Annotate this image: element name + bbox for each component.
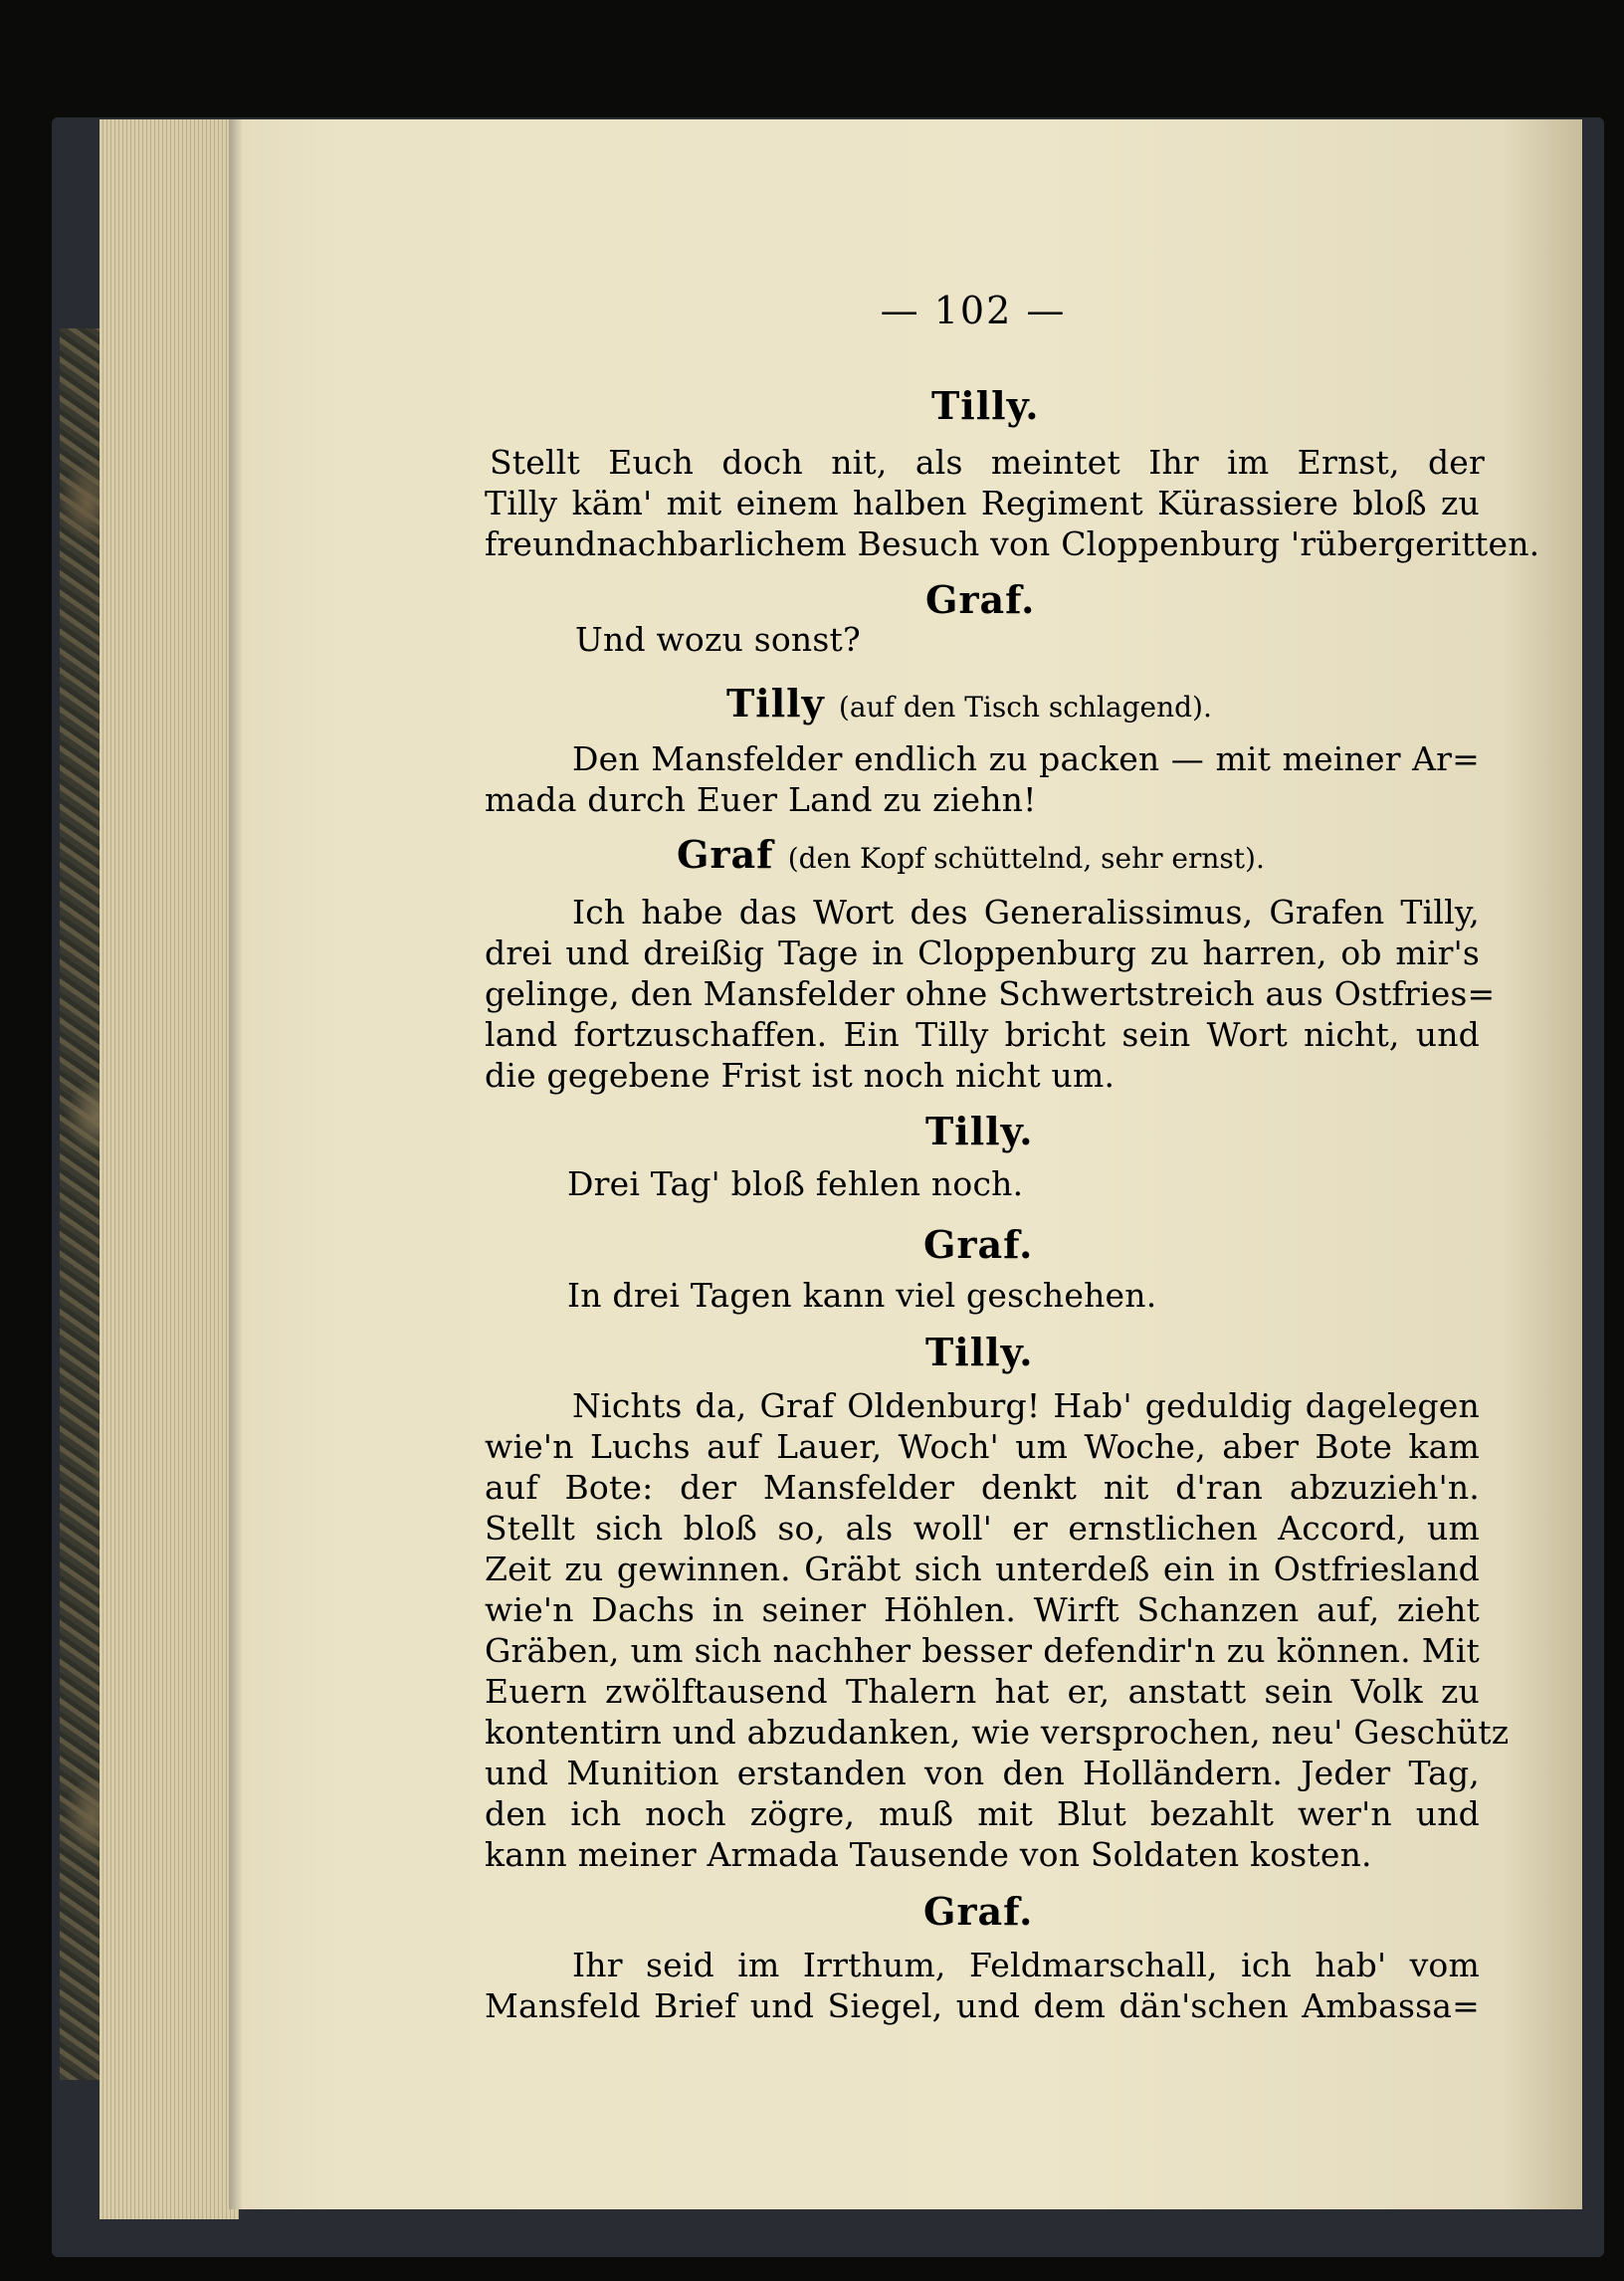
text-line: Gräben, um sich nachher besser defendir'n zu können. Mit: [485, 1631, 1480, 1670]
gutter-shadow: [229, 119, 243, 2209]
stage-direction: (auf den Tisch schlagend).: [838, 691, 1212, 724]
text-line: Ihr seid im Irrthum, Feldmarschall, ich hab' vom: [572, 1946, 1480, 1984]
text-line: Stellt sich bloß so, als woll' er ernstlichen Accord, um: [485, 1509, 1480, 1548]
text-line: auf Bote: der Mansfelder denkt nit d'ran abzuzieh'n.: [485, 1468, 1480, 1507]
speaker-name: Tilly.: [925, 1109, 1034, 1153]
text-line: wie'n Dachs in seiner Höhlen. Wirft Schanzen auf, zieht: [485, 1590, 1480, 1629]
speaker-name: Graf.: [925, 577, 1036, 622]
text-line: gelinge, den Mansfelder ohne Schwertstreich aus Ostfries=: [485, 974, 1496, 1013]
page-number: — 102 —: [880, 289, 1067, 332]
text-line: Und wozu sonst?: [575, 620, 861, 659]
speaker-name: Graf.: [923, 1889, 1034, 1934]
speaker-name: Tilly.: [925, 1330, 1034, 1374]
speaker-name: Tilly: [726, 681, 825, 726]
text-line: drei und dreißig Tage in Cloppenburg zu harren, ob mir's: [485, 933, 1480, 972]
stage-direction: (den Kopf schüttelnd, sehr ernst).: [787, 842, 1265, 875]
text-line: und Munition erstanden von den Holländern. Jeder Tag,: [485, 1754, 1480, 1792]
text-line: land fortzuschaffen. Ein Tilly bricht sein Wort nicht, und: [485, 1015, 1480, 1054]
speaker-with-direction: [726, 681, 1212, 726]
text-line: Nichts da, Graf Oldenburg! Hab' geduldig dagelegen: [572, 1386, 1480, 1425]
text-line: In drei Tagen kann viel geschehen.: [567, 1276, 1157, 1315]
text-line: Mansfeld Brief und Siegel, und dem dän'schen Ambassa=: [485, 1986, 1480, 2025]
text-line: Zeit zu gewinnen. Gräbt sich unterdeß ein in Ostfriesland: [485, 1550, 1480, 1588]
text-line: die gegebene Frist ist noch nicht um.: [485, 1056, 1116, 1095]
text-line: kontentirn und abzudanken, wie versprochen, neu' Geschütz: [485, 1713, 1510, 1752]
text-line: freundnachbarlichem Besuch von Cloppenburg 'rübergeritten.: [485, 524, 1540, 563]
speaker-name: Graf.: [923, 1222, 1034, 1267]
text-line: Stellt Euch doch nit, als meintet Ihr im Ernst, der: [490, 443, 1485, 482]
speaker-name: Tilly.: [931, 383, 1040, 428]
text-line: Den Mansfelder endlich zu packen — mit meiner Ar=: [572, 739, 1480, 778]
text-line: Ich habe das Wort des Generalissimus, Grafen Tilly,: [572, 893, 1480, 932]
page-edges: [100, 119, 239, 2219]
text-line: wie'n Luchs auf Lauer, Woch' um Woche, aber Bote kam: [485, 1427, 1480, 1466]
speaker-with-direction: [677, 832, 1265, 877]
speaker-name: Graf: [677, 832, 774, 877]
text-line: Euern zwölftausend Thalern hat er, anstatt sein Volk zu: [485, 1672, 1480, 1711]
text-line: mada durch Euer Land zu ziehn!: [485, 780, 1037, 819]
text-line: Tilly käm' mit einem halben Regiment Kürassiere bloß zu: [485, 484, 1480, 522]
text-line: den ich noch zögre, muß mit Blut bezahlt wer'n und: [485, 1794, 1480, 1833]
text-line: kann meiner Armada Tausende von Soldaten kosten.: [485, 1835, 1372, 1874]
text-line: Drei Tag' bloß fehlen noch.: [567, 1164, 1024, 1203]
